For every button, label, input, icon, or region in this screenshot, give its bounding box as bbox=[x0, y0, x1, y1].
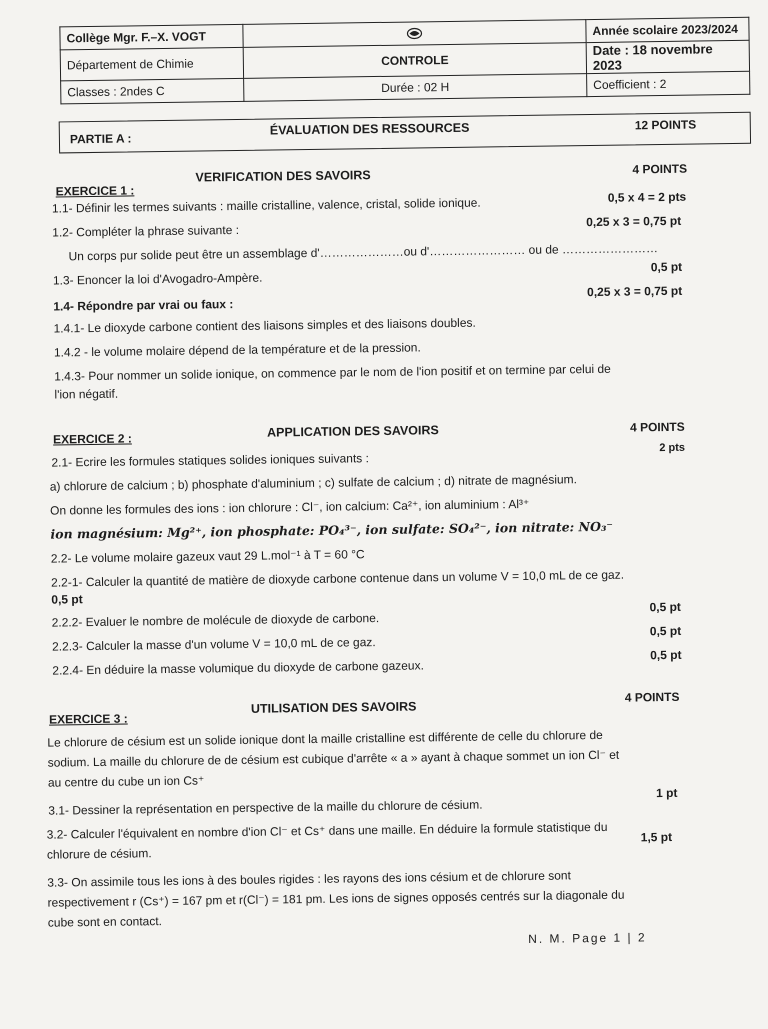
question-1-4-1: 1.4.1- Le dioxyde carbone contient des liaisons simples et des liaisons doubles. bbox=[53, 315, 476, 336]
question-2-1: 2.1- Ecrire les formules statiques solides ioniques suivants : bbox=[51, 451, 369, 470]
question-2-2-1-points: 0,5 pt bbox=[51, 592, 83, 607]
exam-type: CONTROLE bbox=[243, 43, 586, 79]
question-3-3-line1: 3.3- On assimile tous les ions à des boules rigides : les rayons des ions césium et de chlorure sont bbox=[47, 868, 571, 890]
question-1-4-3-line1: 1.4.3- Pour nommer un solide ionique, on commence par le nom de l'ion positif et on termine par celui de bbox=[54, 361, 611, 384]
header-table bbox=[59, 17, 750, 109]
question-1-1: 1.1- Définir les termes suivants : maille cristalline, valence, cristal, solide ionique. bbox=[51, 195, 481, 216]
exercise-3-points: 4 POINTS bbox=[624, 689, 680, 705]
exam-date: Date : 18 novembre 2023 bbox=[586, 40, 749, 73]
school-crest-icon bbox=[404, 27, 424, 39]
exercise-1-title: VERIFICATION DES SAVOIRS bbox=[195, 168, 371, 185]
coefficient: Coefficient : 2 bbox=[587, 71, 750, 96]
question-1-4-2: 1.4.2 - le volume molaire dépend de la température et de la pression. bbox=[53, 340, 421, 360]
question-2-1-points: 2 pts bbox=[659, 441, 686, 455]
question-1-3-points: 0,5 pt bbox=[650, 259, 683, 275]
question-1-2-sentence: Un corps pur solide peut être un assemblage d'…………………ou d'…………………… ou de …………………… bbox=[68, 241, 659, 264]
question-3-2-line1: 3.2- Calculer l'équivalent en nombre d'ion Cl⁻ et Cs⁺ dans une maille. En déduire la formule statistique du bbox=[46, 819, 608, 842]
question-2-2-3: 2.2.3- Calculer la masse d'un volume V = 10,0 mL de ce gaz. bbox=[51, 635, 376, 654]
partie-title: ÉVALUATION DES RESSOURCES bbox=[269, 120, 470, 138]
exercise-2-points: 4 POINTS bbox=[629, 419, 685, 435]
exercise-2-title: APPLICATION DES SAVOIRS bbox=[266, 423, 439, 440]
question-2-2-4: 2.2.4- En déduire la masse volumique du dioxyde de carbone gazeux. bbox=[52, 658, 424, 678]
question-2-1-list: a) chlorure de calcium ; b) phosphate d'aluminium ; c) sulfate de calcium ; d) nitrate de magnésium. bbox=[49, 472, 578, 494]
exercise-1-label: EXERCICE 1 : bbox=[55, 183, 135, 199]
exercise-2-label: EXERCICE 2 : bbox=[53, 431, 132, 447]
question-2-2-2-points: 0,5 pt bbox=[649, 599, 681, 615]
question-1-3: 1.3- Enoncer la loi d'Avogadro-Ampère. bbox=[52, 270, 263, 288]
question-1-4-points: 0,25 x 3 = 0,75 pt bbox=[587, 283, 683, 300]
question-3-3-line3: cube sont en contact. bbox=[47, 914, 163, 930]
question-1-1-points: 0,5 x 4 = 2 pts bbox=[607, 189, 687, 205]
duration: Durée : 02 H bbox=[244, 74, 587, 102]
ion-formulas-line2: ion magnésium: Mg²⁺, ion phosphate: PO₄³⁻, ion sulfate: SO₄²⁻, ion nitrate: NO₃⁻ bbox=[50, 518, 614, 542]
question-2-2-1: 2.2-1- Calculer la quantité de matière de dioxyde carbone contenue dans un volume V = 10,0 mL de ce gaz. bbox=[51, 567, 625, 590]
page-footer: N. M. Page 1 | 2 bbox=[528, 930, 647, 946]
exercise-1-points: 4 POINTS bbox=[632, 161, 688, 177]
question-2-2-3-points: 0,5 pt bbox=[649, 623, 682, 639]
ion-formulas-line1: On donne les formules des ions : ion chlorure : Cl⁻, ion calcium: Ca²⁺, ion aluminium : Al³⁺ bbox=[50, 496, 530, 518]
partie-points: 12 POINTS bbox=[634, 117, 697, 133]
exercise-3-intro-line2: sodium. La maille du chlorure de de césium est cubique d'arrête « a » ayant à chaque sommet un ion Cl⁻ et bbox=[47, 747, 620, 770]
department: Département de Chimie bbox=[60, 47, 243, 81]
school-year: Année scolaire 2023/2024 bbox=[586, 17, 749, 42]
exercise-3-intro-line1: Le chlorure de césium est un solide ionique dont la maille cristalline est différente de celle du chlorure de bbox=[47, 727, 603, 750]
question-3-2-line2: chlorure de césium. bbox=[46, 846, 152, 862]
college-name: Collège Mgr. F.–X. VOGT bbox=[60, 24, 243, 50]
question-3-3-line2: respectivement r (Cs⁺) = 167 pm et r(Cl⁻) = 181 pm. Les ions de signes opposés centrés sur la diagonale du bbox=[47, 887, 625, 910]
question-2-2-2: 2.2.2- Evaluer le nombre de molécule de dioxyde de carbone. bbox=[51, 611, 380, 630]
question-2-2: 2.2- Le volume molaire gazeux vaut 29 L.mol⁻¹ à T = 60 °C bbox=[50, 547, 365, 566]
question-3-1: 3.1- Dessiner la représentation en perspective de la maille du chlorure de césium. bbox=[48, 797, 483, 818]
partie-label: PARTIE A : bbox=[69, 131, 132, 147]
classes: Classes : 2ndes C bbox=[61, 78, 244, 104]
question-3-1-points: 1 pt bbox=[656, 785, 678, 801]
question-3-2-points: 1,5 pt bbox=[640, 829, 673, 845]
question-1-4: 1.4- Répondre par vrai ou faux : bbox=[53, 297, 234, 314]
partie-a-box bbox=[59, 112, 751, 154]
exercise-3-title: UTILISATION DES SAVOIRS bbox=[250, 699, 417, 716]
question-1-4-3-line2: l'ion négatif. bbox=[54, 386, 119, 402]
exercise-3-label: EXERCICE 3 : bbox=[48, 711, 128, 727]
exercise-3-intro-line3: au centre du cube un ion Cs⁺ bbox=[47, 773, 205, 790]
question-2-2-4-points: 0,5 pt bbox=[650, 647, 682, 663]
question-1-2: 1.2- Compléter la phrase suivante : bbox=[52, 222, 240, 240]
question-1-2-points: 0,25 x 3 = 0,75 pt bbox=[586, 213, 682, 230]
